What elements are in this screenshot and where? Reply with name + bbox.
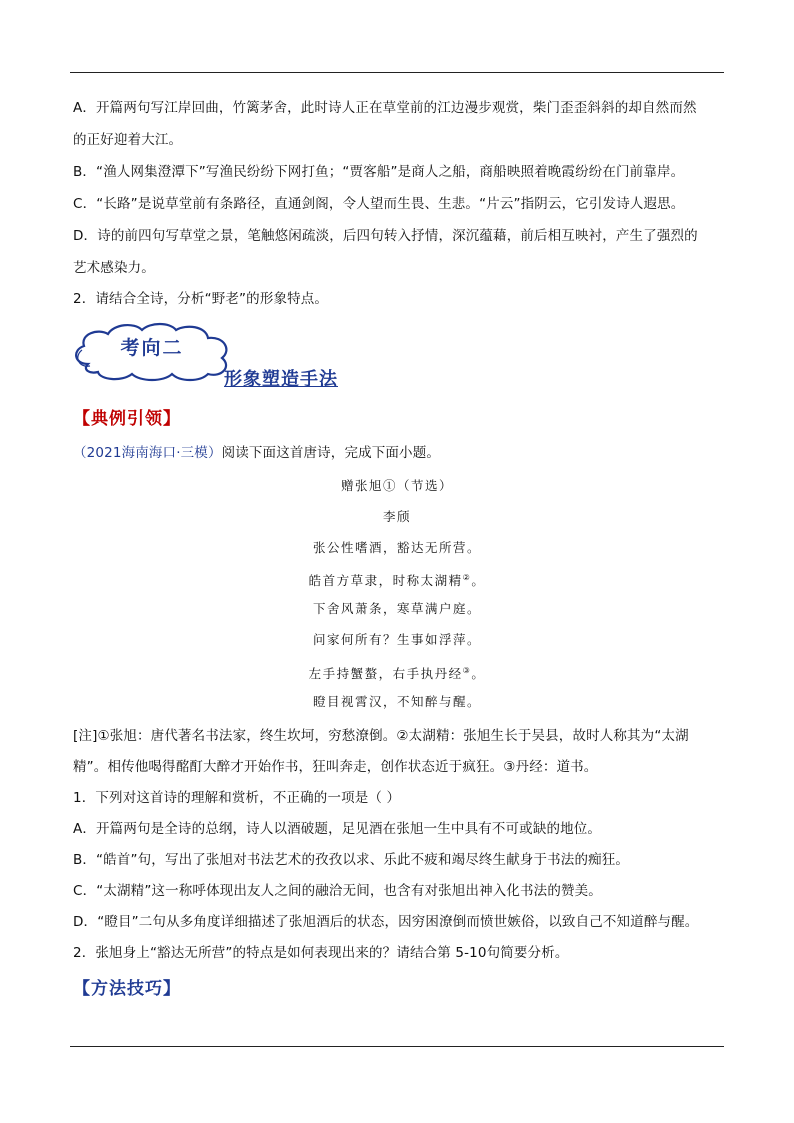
notes-line1: [注]①张旭：唐代著名书法家，终生坎坷，穷愁潦倒。②太湖精：张旭生长于吴县，故时人称其为“太湖: [73, 728, 689, 744]
question-1-option-b: B．“皓首”句，写出了张旭对书法艺术的孜孜以求、乐此不疲和竭尽终生献身于书法的痴狂。: [73, 852, 630, 868]
question-2-previous: 2．请结合全诗，分析“野老”的形象特点。: [73, 291, 329, 307]
poem-line-end: 。: [471, 666, 486, 681]
header-rule: [70, 72, 724, 73]
poem-line-end: 。: [471, 573, 486, 588]
section-title: 形象塑造手法: [224, 369, 338, 390]
section-badge-label: 考向二: [120, 337, 184, 359]
poem-line: [0, 569, 794, 590]
intro-text: 阅读下面这首唐诗，完成下面小题。: [221, 445, 441, 461]
poem-line-text: 皓首方草隶，时称太湖精: [308, 573, 463, 588]
poem-line: 下舍风萧条，寒草满户庭。: [312, 601, 481, 616]
poem-line: 瞪目视霄汉，不知醉与醒。: [312, 694, 481, 709]
footer-rule: [70, 1046, 724, 1047]
poem-title: [0, 477, 794, 495]
poem-title-note: ①: [382, 478, 397, 493]
poem-footnote-marker: ②: [462, 573, 472, 582]
question-2: 2．张旭身上“豁达无所营”的特点是如何表现出来的？请结合第 5-10句简要分析。: [73, 945, 569, 961]
poem-line: [0, 662, 794, 683]
q1-option-d-line2: 艺术感染力。: [73, 260, 155, 276]
question-1-option-d: D．“瞪目”二句从多角度详细描述了张旭酒后的状态，因穷困潦倒而愤世嫉俗，以致自己不知道醉与醒。: [73, 914, 699, 930]
poem-author: 李颀: [382, 509, 411, 524]
q1-option-b: B．“渔人网集澄潭下”写渔民纷纷下网打鱼；“贾客船”是商人之船，商船映照着晚霞纷纷在门前靠岸。: [73, 164, 685, 180]
question-1-option-a: A．开篇两句是全诗的总纲，诗人以酒破题，足见酒在张旭一生中具有不可或缺的地位。: [73, 821, 602, 837]
intro-line: [73, 444, 733, 462]
poem-line-text: 左手持蟹螯，右手执丹经: [308, 666, 463, 681]
poem-title-suffix: （节选）: [397, 478, 454, 493]
question-1-stem: 1．下列对这首诗的理解和赏析，不正确的一项是（ ）: [73, 790, 401, 806]
q1-option-d-line1: D．诗的前四句写草堂之景，笔触悠闲疏淡，后四句转入抒情，深沉蕴藉，前后相互映衬，产生了强烈的: [73, 228, 698, 244]
method-heading: 【方法技巧】: [73, 979, 181, 999]
poem-line: 张公性嗜酒，豁达无所营。: [312, 540, 481, 555]
source-citation: （2021海南海口·三模）: [73, 445, 222, 461]
q1-option-a-line2: 的正好迎着大江。: [73, 132, 183, 148]
poem-line: 问家何所有？生事如浮萍。: [312, 632, 481, 647]
notes-line2: 精”。相传他喝得酩酊大醉才开始作书，狂叫奔走，创作状态近于疯狂。③丹经：道书。: [73, 759, 598, 775]
example-heading: 【典例引领】: [73, 409, 181, 429]
poem-title-text: 赠张旭: [340, 478, 383, 493]
q1-option-a-line1: A．开篇两句写江岸回曲，竹篱茅舍，此时诗人正在草堂前的江边漫步观赏，柴门歪歪斜斜的却自然而然: [73, 100, 697, 116]
question-1-option-c: C．“太湖精”这一称呼体现出友人之间的融洽无间，也含有对张旭出神入化书法的赞美。: [73, 883, 602, 899]
q1-option-c: C．“长路”是说草堂前有条路径，直通剑阁，令人望而生畏、生悲。“片云”指阴云，它引发诗人遐思。: [73, 196, 685, 212]
poem-footnote-marker: ③: [462, 666, 472, 675]
